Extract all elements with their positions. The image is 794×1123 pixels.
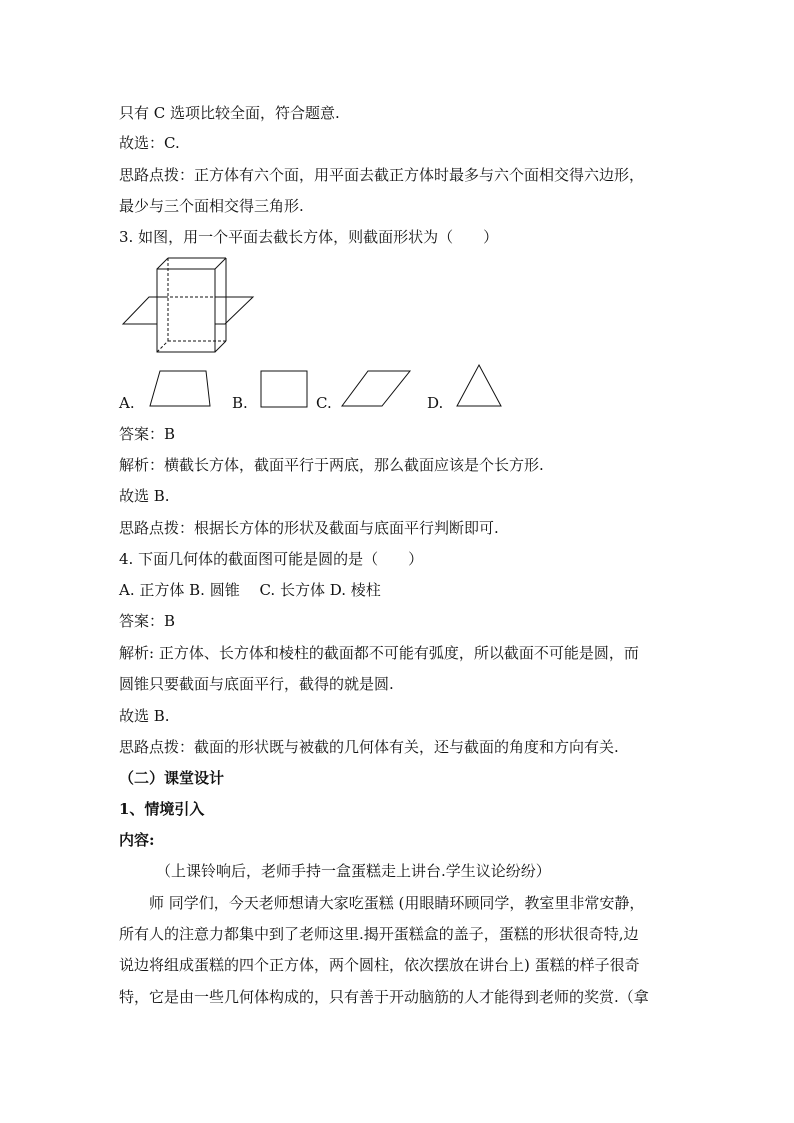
text-line: 只有 C 选项比较全面，符合题意.	[119, 104, 340, 122]
paragraph-line: 特，它是由一些几何体构成的，只有善于开动脑筋的人才能得到老师的奖赏.（拿	[119, 988, 649, 1006]
section-heading: （二）课堂设计	[119, 769, 225, 787]
paragraph-line: （上课铃响后，老师手持一盒蛋糕走上讲台.学生议论纷纷）	[156, 862, 551, 880]
option-b-label: B.	[232, 394, 248, 412]
answer-4: 答案：B	[119, 612, 176, 630]
triangle-icon	[455, 363, 503, 409]
text-line: 故选：C.	[119, 134, 180, 152]
option-a-label: A.	[119, 394, 135, 412]
paragraph-line: 师 同学们，今天老师想请大家吃蛋糕 (用眼睛环顾同学，教室里非常安静，	[149, 894, 645, 912]
choice-3: 故选 B.	[119, 487, 170, 505]
text-line: 思路点拨：正方体有六个面，用平面去截正方体时最多与六个面相交得六边形，	[119, 166, 645, 184]
answer-3: 答案：B	[119, 425, 176, 443]
cuboid-section-figure	[119, 255, 259, 360]
option-c-label: C.	[316, 394, 332, 412]
question-4: 4. 下面几何体的截面图可能是圆的是（ ）	[119, 550, 424, 568]
tip-3: 思路点拨：根据长方体的形状及截面与底面平行判断即可.	[119, 519, 499, 537]
rectangle-icon	[259, 369, 309, 409]
options-4: A. 正方体 B. 圆锥 C. 长方体 D. 棱柱	[119, 581, 381, 599]
question-3: 3. 如图，用一个平面去截长方体，则截面形状为（ ）	[119, 228, 499, 246]
tip-4: 思路点拨：截面的形状既与被截的几何体有关，还与截面的角度和方向有关.	[119, 738, 619, 756]
paragraph-line: 所有人的注意力都集中到了老师这里.揭开蛋糕盒的盖子，蛋糕的形状很奇特,边	[119, 925, 639, 943]
option-d-label: D.	[427, 394, 444, 412]
text-line: 最少与三个面相交得三角形.	[119, 197, 304, 215]
explanation-4-line-1: 解析: 正方体、长方体和棱柱的截面都不可能有弧度，所以截面不可能是圆，而	[119, 644, 639, 662]
paragraph-line: 说边将组成蛋糕的四个正方体，两个圆柱，依次摆放在讲台上) 蛋糕的样子很奇	[119, 956, 640, 974]
explanation-4-line-2: 圆锥只要截面与底面平行，截得的就是圆.	[119, 675, 394, 693]
subsection-heading: 1、情境引入	[119, 800, 205, 818]
content-label: 内容:	[119, 831, 155, 849]
parallelogram-icon	[340, 369, 412, 409]
trapezoid-icon	[148, 369, 212, 409]
choice-4: 故选 B.	[119, 707, 170, 725]
explanation-3: 解析：横截长方体，截面平行于两底，那么截面应该是个长方形.	[119, 456, 544, 474]
